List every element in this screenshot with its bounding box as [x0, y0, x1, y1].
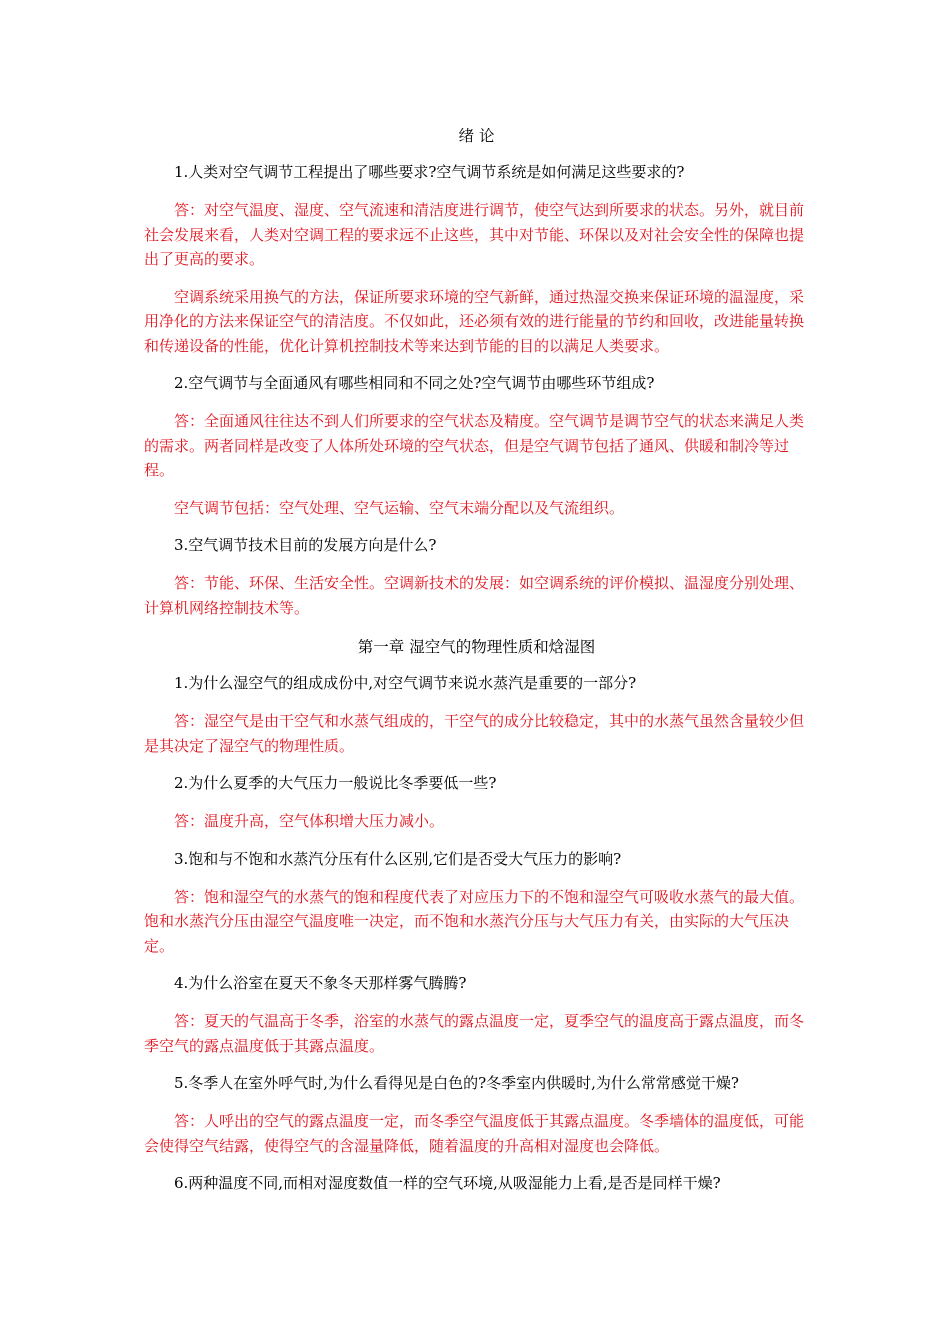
intro-answer-2-part-2: 空气调节包括：空气处理、空气运输、空气末端分配以及气流组织。	[174, 498, 625, 517]
chapter1-question-2: 2.为什么夏季的大气压力一般说比冬季要低一些?	[174, 774, 497, 792]
chapter1-question-5: 5.冬季人在室外呼气时,为什么看得见是白色的?冬季室内供暖时,为什么常常感觉干燥?	[174, 1074, 739, 1092]
intro-question-1: 1.人类对空气调节工程提出了哪些要求?空气调节系统是如何满足这些要求的?	[174, 163, 685, 181]
chapter1-answer-5: 答：人呼出的空气的露点温度一定，而冬季空气温度低于其露点温度。冬季墙体的温度低，可能会使得空气结露，使得空气的含湿量降低，随着温度的升高相对湿度也会降低。	[144, 1112, 805, 1155]
intro-title: 绪 论	[458, 127, 495, 145]
intro-answer-1-part-1: 答：对空气温度、湿度、空气流速和清洁度进行调节，使空气达到所要求的状态。另外，就目前社会发展来看，人类对空调工程的要求远不止这些，其中对节能、环保以及对社会安全性的保障也提出了更高的要求。	[144, 201, 805, 268]
chapter1-answer-3: 答：饱和湿空气的水蒸气的饱和程度代表了对应压力下的不饱和湿空气可吸收水蒸气的最大值。饱和水蒸汽分压由湿空气温度唯一决定，而不饱和水蒸汽分压与大气压力有关，由实际的大气压决定。	[144, 887, 805, 955]
intro-answer-3: 答：节能、环保、生活安全性。空调新技术的发展：如空调系统的评价模拟、温湿度分别处理、计算机网络控制技术等。	[144, 574, 805, 617]
document-body	[144, 122, 809, 1209]
chapter1-answer-1: 答：湿空气是由干空气和水蒸气组成的，干空气的成分比较稳定，其中的水蒸气虽然含量较少但是其决定了湿空气的物理性质。	[144, 712, 805, 755]
intro-answer-1-part-2: 空调系统采用换气的方法，保证所要求环境的空气新鲜，通过热湿交换来保证环境的温湿度，采用净化的方法来保证空气的清洁度。不仅如此，还必须有效的进行能量的节约和回收，改进能量转换和传递设备的性能，优化计算机控制技术等来达到节能的目的以满足人类要求。	[144, 287, 805, 355]
chapter1-question-1: 1.为什么湿空气的组成成份中,对空气调节来说水蒸汽是重要的一部分?	[174, 674, 637, 692]
intro-question-2: 2.空气调节与全面通风有哪些相同和不同之处?空气调节由哪些环节组成?	[174, 374, 655, 392]
chapter1-answer-2: 答：温度升高，空气体积增大压力减小。	[174, 812, 445, 830]
chapter1-title: 第一章 湿空气的物理性质和焓湿图	[357, 638, 596, 656]
intro-answer-2-part-1: 答：全面通风往往达不到人们所要求的空气状态及精度。空气调节是调节空气的状态来满足人类的需求。两者同样是改变了人体所处环境的空气状态，但是空气调节包括了通风、供暖和制冷等过程。	[144, 412, 805, 479]
chapter1-question-4: 4.为什么浴室在夏天不象冬天那样雾气腾腾?	[174, 974, 467, 992]
chapter1-question-6: 6.两种温度不同,而相对湿度数值一样的空气环境,从吸湿能力上看,是否是同样干燥?	[174, 1174, 721, 1192]
chapter1-question-3: 3.饱和与不饱和水蒸汽分压有什么区别,它们是否受大气压力的影响?	[174, 849, 622, 868]
chapter1-answer-4: 答：夏天的气温高于冬季，浴室的水蒸气的露点温度一定，夏季空气的温度高于露点温度，而冬季空气的露点温度低于其露点温度。	[144, 1012, 805, 1055]
intro-question-3: 3.空气调节技术目前的发展方向是什么?	[174, 536, 437, 554]
